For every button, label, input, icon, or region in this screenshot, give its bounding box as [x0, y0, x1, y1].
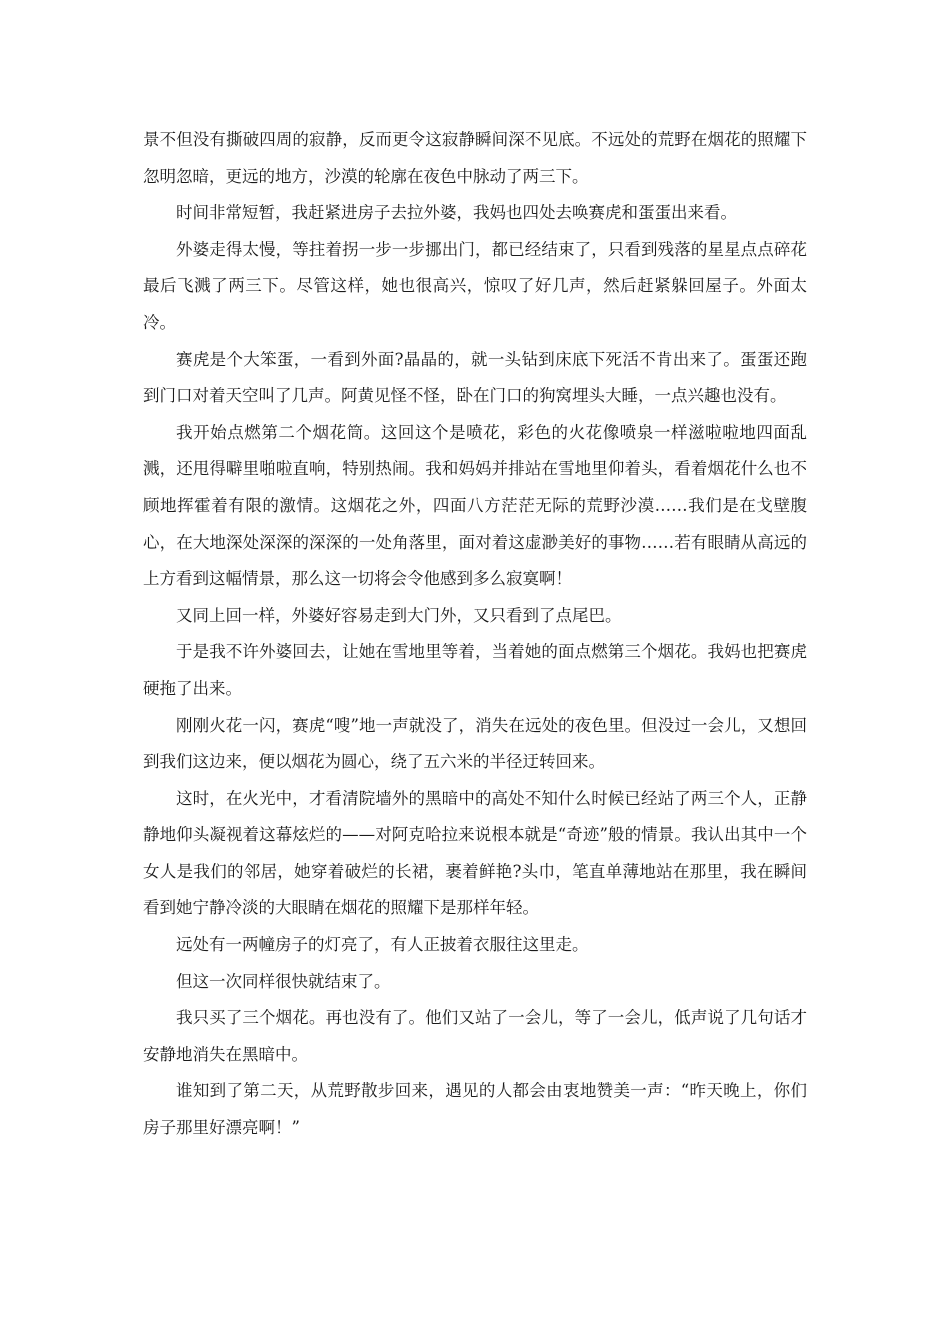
paragraph-7: 于是我不许外婆回去，让她在雪地里等着，当着她的面点燃第三个烟花。我妈也把赛虎硬拖了出来。 [143, 642, 807, 698]
paragraph-12: 我只买了三个烟花。再也没有了。他们又站了一会儿，等了一会儿，低声说了几句话才安静地消失在黑暗中。 [143, 1008, 807, 1064]
paragraph-2: 时间非常短暂，我赶紧进房子去拉外婆，我妈也四处去唤赛虎和蛋蛋出来看。 [176, 203, 737, 223]
document-body [143, 122, 807, 1147]
paragraph-5: 我开始点燃第二个烟花筒。这回这个是喷花，彩色的火花像喷泉一样滋啦啦地四面乱溅，还甩得噼里啪啦直响，特别热闹。我和妈妈并排站在雪地里仰着头，看着烟花什么也不顾地挥霍着有限的激情。这烟花之外，四面八方茫茫无际的荒野沙漠……我们是在戈壁腹心，在大地深处深深的深深的一处角落里，面对着这虚渺美好的事物……若有眼睛从高远的上方看到这幅情景，那么这一切将会令他感到多么寂寞啊！ [143, 422, 807, 589]
paragraph-11: 但这一次同样很快就结束了。 [176, 971, 391, 991]
paragraph-3: 外婆走得太慢，等拄着拐一步一步挪出门，都已经结束了，只看到残落的星星点点碎花最后飞溅了两三下。尽管这样，她也很高兴，惊叹了好几声，然后赶紧躲回屋子。外面太冷。 [143, 239, 807, 332]
paragraph-8: 刚刚火花一闪，赛虎“嗖”地一声就没了，消失在远处的夜色里。但没过一会儿，又想回到我们这边来，便以烟花为圆心，绕了五六米的半径迂转回来。 [143, 715, 807, 772]
paragraph-10: 远处有一两幢房子的灯亮了，有人正披着衣服往这里走。 [176, 935, 589, 955]
paragraph-4: 赛虎是个大笨蛋，一看到外面?晶晶的，就一头钻到床底下死活不肯出来了。蛋蛋还跑到门口对着天空叫了几声。阿黄见怪不怪，卧在门口的狗窝埋头大睡，一点兴趣也没有。 [143, 349, 807, 406]
paragraph-6: 又同上回一样，外婆好容易走到大门外，又只看到了点尾巴。 [176, 605, 622, 625]
paragraph-13: 谁知到了第二天，从荒野散步回来，遇见的人都会由衷地赞美一声：“昨天晚上，你们房子那里好漂亮啊！” [143, 1081, 807, 1138]
paragraph-1: 景不但没有撕破四周的寂静，反而更令这寂静瞬间深不见底。不远处的荒野在烟花的照耀下忽明忽暗，更远的地方，沙漠的轮廓在夜色中脉动了两三下。 [143, 130, 807, 186]
paragraph-9: 这时，在火光中，才看清院墙外的黑暗中的高处不知什么时候已经站了两三个人，正静静地仰头凝视着这幕炫烂的——对阿克哈拉来说根本就是“奇迹”般的情景。我认出其中一个女人是我们的邻居，她穿着破烂的长裙，裹着鲜艳?头巾，笔直单薄地站在那里，我在瞬间看到她宁静冷淡的大眼睛在烟花的照耀下是那样年轻。 [143, 788, 807, 918]
